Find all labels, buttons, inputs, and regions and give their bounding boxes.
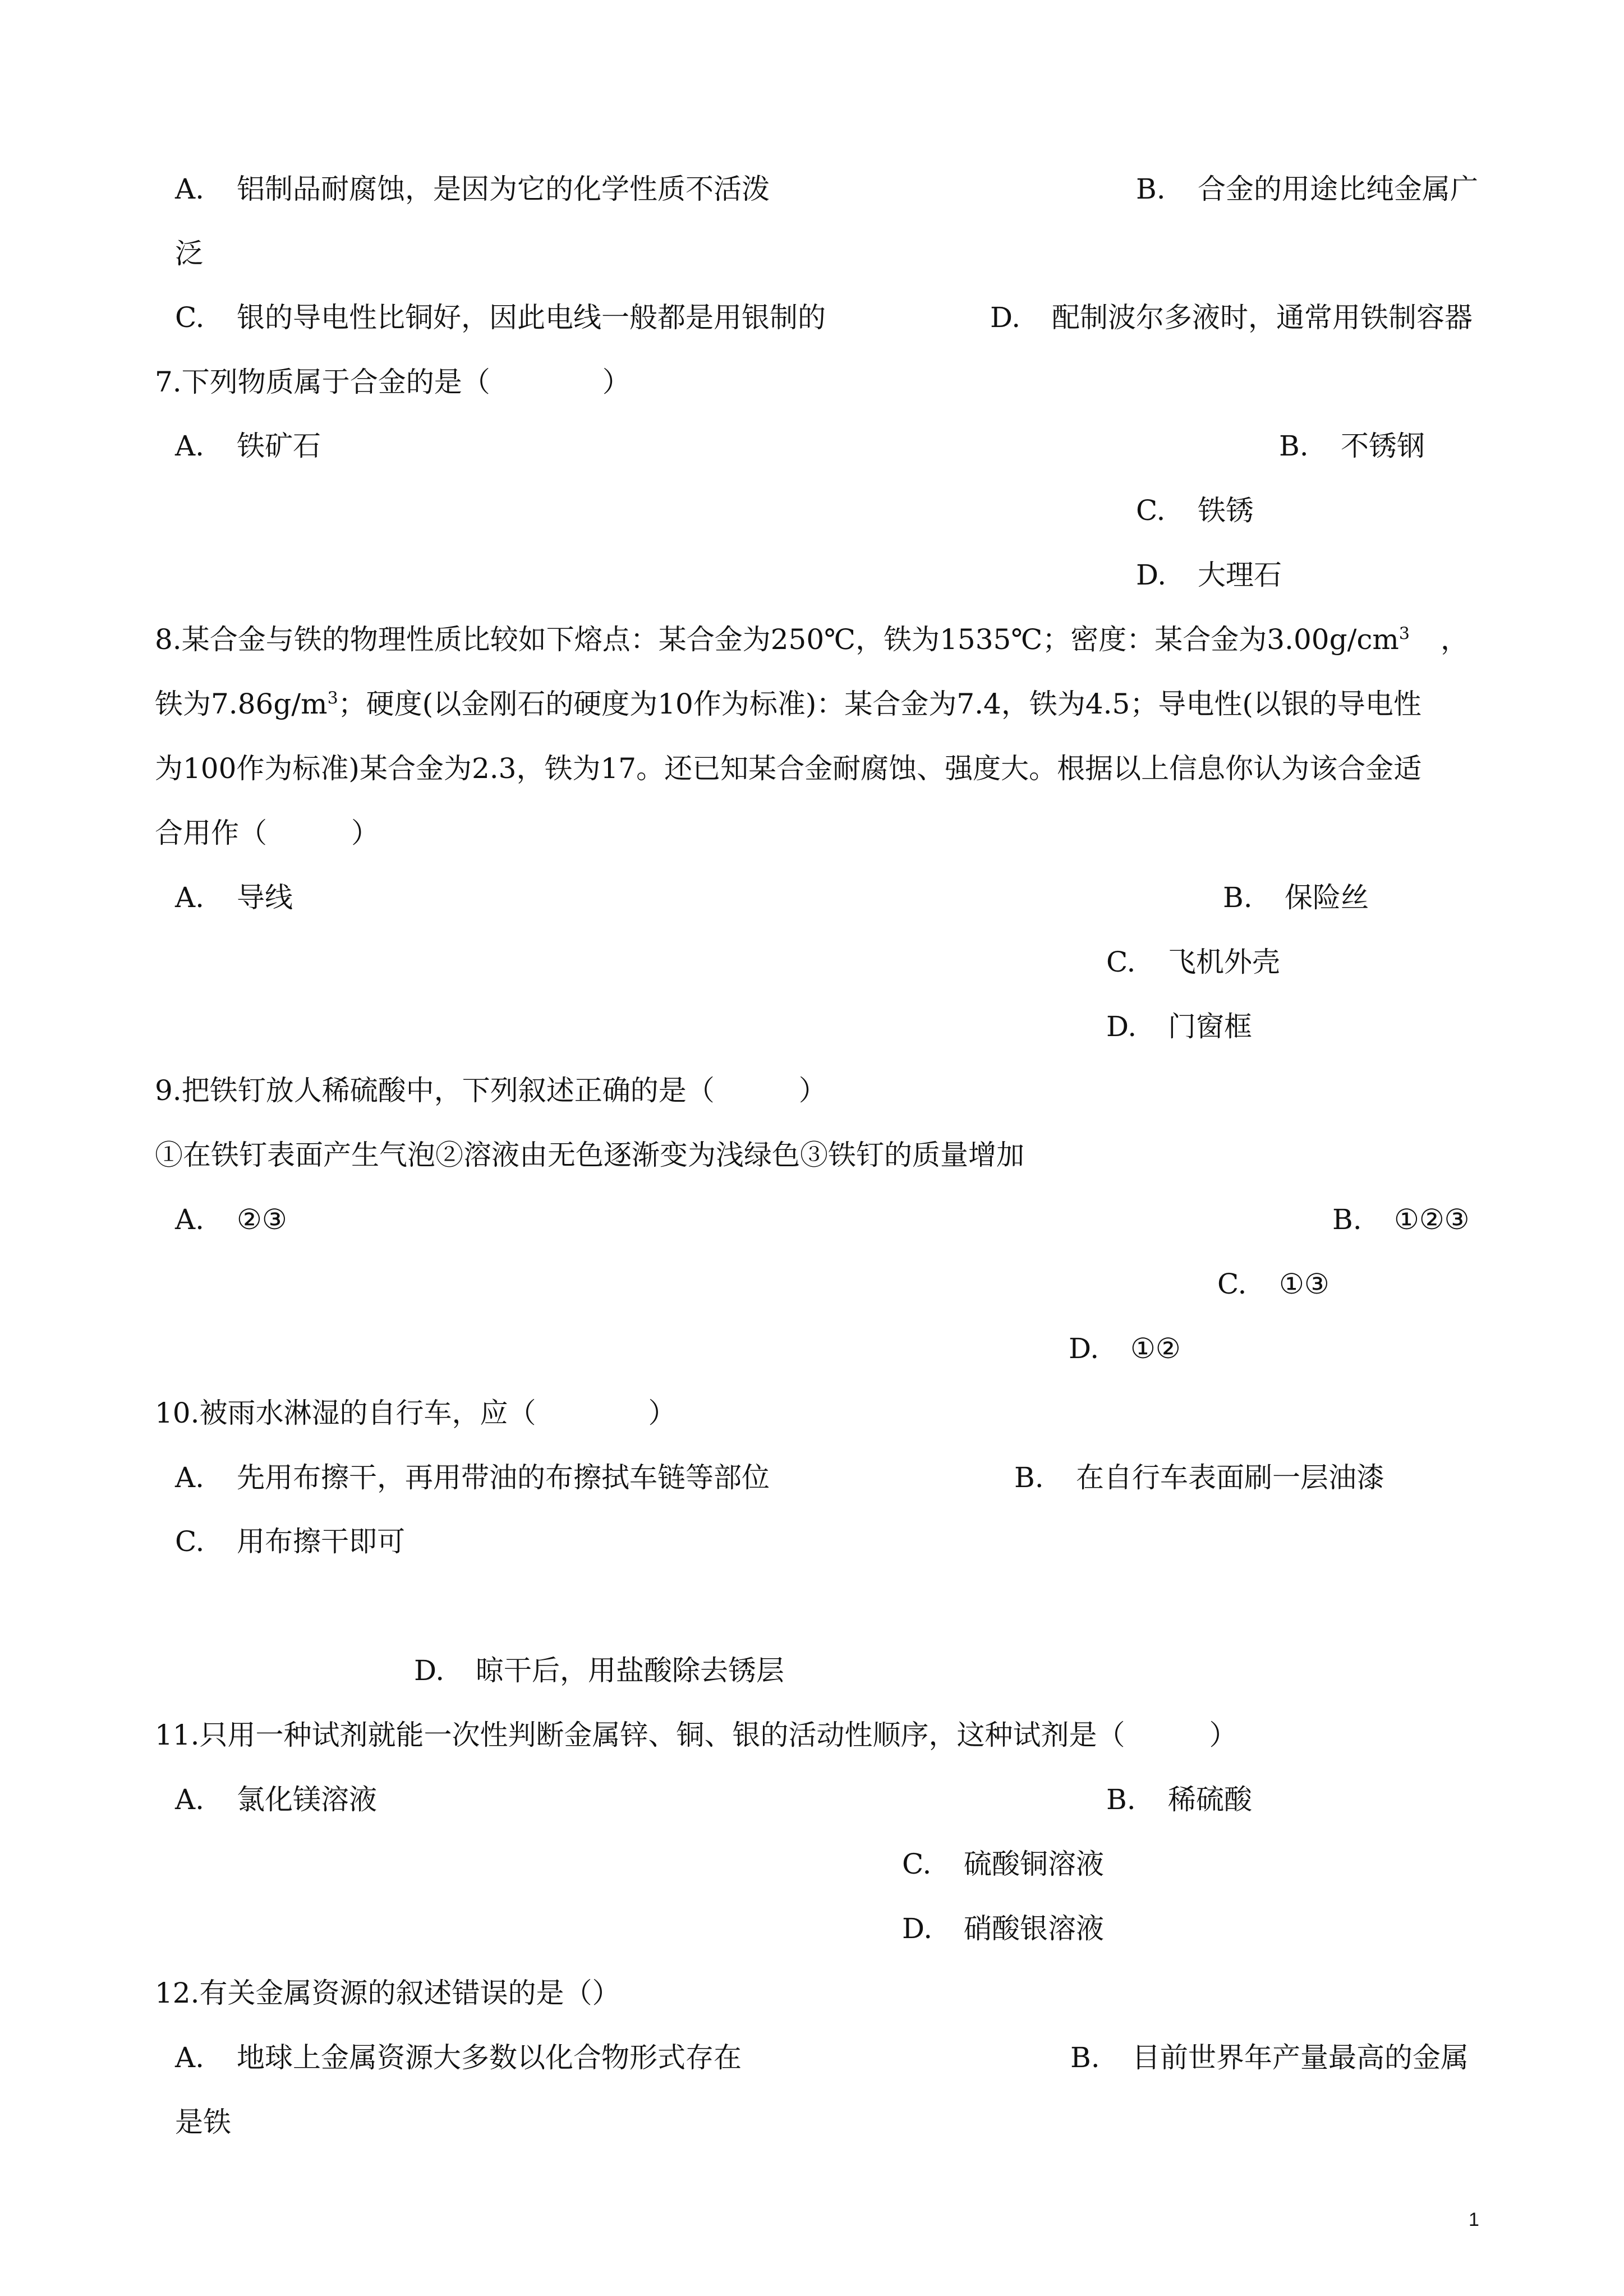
q10-option-b: [1014, 1461, 1384, 1494]
question-8-stem-line-2: [155, 687, 1421, 721]
option-label: B.: [1136, 173, 1166, 205]
superscript: 3: [327, 688, 338, 708]
q6-option-c: [175, 301, 826, 334]
option-text: 硝酸银溶液: [964, 1912, 1104, 1945]
option-text: 先用布擦干，再用带油的布擦拭车链等部位: [237, 1461, 770, 1494]
q12-option-b-continuation: 是铁: [175, 2106, 231, 2138]
q6-option-b-continuation: 泛: [175, 237, 203, 270]
option-label: A.: [175, 1203, 205, 1236]
q6-option-a: [175, 172, 770, 206]
option-label: C.: [175, 301, 205, 334]
q12-option-a: [175, 2041, 742, 2074]
q7-option-d: [1136, 558, 1282, 592]
option-label: D.: [1136, 559, 1167, 591]
q8-option-d: [1106, 1010, 1252, 1043]
option-text: ①③: [1279, 1268, 1329, 1300]
question-7-stem: 7.下列物质属于合金的是（ ）: [155, 366, 631, 398]
q7-option-a: [175, 429, 321, 463]
option-label: A.: [175, 2041, 205, 2074]
q9-option-a: [175, 1203, 287, 1236]
question-8-stem-line-3: 为100作为标准)某合金为2.3，铁为17。还已知某合金耐腐蚀、强度大。根据以上信息你认为该合金适: [155, 752, 1422, 785]
q10-option-c: [175, 1525, 405, 1558]
q9-option-d: [1069, 1332, 1181, 1365]
option-text: 铁锈: [1198, 494, 1254, 527]
option-label: B.: [1070, 2041, 1100, 2074]
question-8-stem-line-4: 合用作（ ）: [155, 817, 379, 849]
q10-option-d: [414, 1654, 784, 1687]
option-label: C.: [175, 1525, 205, 1558]
option-text: 银的导电性比铜好，因此电线一般都是用银制的: [237, 301, 826, 334]
option-text: 稀硫酸: [1168, 1783, 1252, 1816]
stem-text: ；硬度(以金刚石的硬度为10作为标准)：某合金为7.4，铁为4.5；导电性(以银的导电性: [338, 688, 1421, 720]
option-text: 大理石: [1198, 559, 1282, 591]
q12-option-b: [1070, 2041, 1469, 2074]
option-text: 用布擦干即可: [237, 1525, 405, 1558]
option-text: 合金的用途比纯金属广: [1198, 173, 1478, 205]
option-text: 配制波尔多液时，通常用铁制容器: [1052, 301, 1473, 334]
option-text: 不锈钢: [1341, 430, 1425, 462]
option-text: ②③: [237, 1203, 287, 1236]
option-label: A.: [175, 881, 205, 914]
q6-option-b: [1136, 172, 1478, 206]
question-10-stem: 10.被雨水淋湿的自行车，应（ ）: [155, 1397, 677, 1429]
option-text: 保险丝: [1285, 881, 1369, 914]
option-text: 导线: [237, 881, 293, 914]
q11-option-a: [175, 1783, 377, 1816]
option-label: D.: [414, 1654, 445, 1687]
q11-option-b: [1106, 1783, 1252, 1816]
option-label: B.: [1106, 1783, 1136, 1816]
stem-text: ，: [1440, 623, 1469, 656]
q11-option-d: [902, 1912, 1104, 1945]
option-label: A.: [175, 1461, 205, 1494]
question-8-stem-line-1: [155, 623, 1469, 656]
option-text: 铝制品耐腐蚀，是因为它的化学性质不活泼: [237, 173, 770, 205]
option-label: B.: [1014, 1461, 1044, 1494]
stem-text: 8.某合金与铁的物理性质比较如下熔点：某合金为250℃，铁为1535℃；密度：某合金为3.00g/cm: [155, 623, 1399, 656]
q9-option-c: [1217, 1267, 1329, 1301]
option-label: B.: [1223, 881, 1253, 914]
question-9-statements: ①在铁钉表面产生气泡②溶液由无色逐渐变为浅绿色③铁钉的质量增加: [155, 1139, 1024, 1171]
option-text: 在自行车表面刷一层油漆: [1076, 1461, 1384, 1494]
q10-option-a: [175, 1461, 770, 1494]
option-label: A.: [175, 173, 205, 205]
option-label: B.: [1332, 1203, 1362, 1236]
option-label: A.: [175, 430, 205, 462]
page-number: 1: [1469, 2209, 1479, 2230]
option-text: ①②: [1130, 1332, 1181, 1365]
option-text: 氯化镁溶液: [237, 1783, 377, 1816]
q7-option-b: [1279, 429, 1425, 463]
q9-option-b: [1332, 1203, 1469, 1236]
option-text: 目前世界年产量最高的金属: [1132, 2041, 1469, 2074]
option-label: D.: [1069, 1332, 1099, 1365]
option-label: D.: [1106, 1010, 1137, 1043]
superscript: 3: [1398, 624, 1410, 644]
option-label: D.: [902, 1912, 933, 1945]
option-text: 铁矿石: [237, 430, 321, 462]
option-text: 地球上金属资源大多数以化合物形式存在: [237, 2041, 742, 2074]
option-label: B.: [1279, 430, 1309, 462]
question-12-stem: 12.有关金属资源的叙述错误的是（）: [155, 1977, 620, 2009]
q6-option-d: [990, 301, 1473, 334]
option-text: 门窗框: [1168, 1010, 1252, 1043]
stem-text: 铁为7.86g/m: [155, 688, 328, 720]
option-label: C.: [1106, 946, 1136, 978]
q11-option-c: [902, 1847, 1104, 1881]
option-label: C.: [1217, 1268, 1247, 1300]
q8-option-b: [1223, 881, 1369, 914]
option-label: A.: [175, 1783, 205, 1816]
option-text: 晾干后，用盐酸除去锈层: [476, 1654, 784, 1687]
option-text: ①②③: [1394, 1203, 1470, 1236]
question-11-stem: 11.只用一种试剂就能一次性判断金属锌、铜、银的活动性顺序，这种试剂是（ ）: [155, 1719, 1237, 1751]
question-9-stem: 9.把铁钉放人稀硫酸中，下列叙述正确的是（ ）: [155, 1074, 827, 1107]
option-text: 飞机外壳: [1168, 946, 1280, 978]
option-label: C.: [1136, 494, 1166, 527]
option-text: 硫酸铜溶液: [964, 1848, 1104, 1880]
option-label: D.: [990, 301, 1021, 334]
q8-option-c: [1106, 945, 1280, 979]
option-label: C.: [902, 1848, 932, 1880]
q7-option-c: [1136, 494, 1254, 527]
q8-option-a: [175, 881, 293, 914]
